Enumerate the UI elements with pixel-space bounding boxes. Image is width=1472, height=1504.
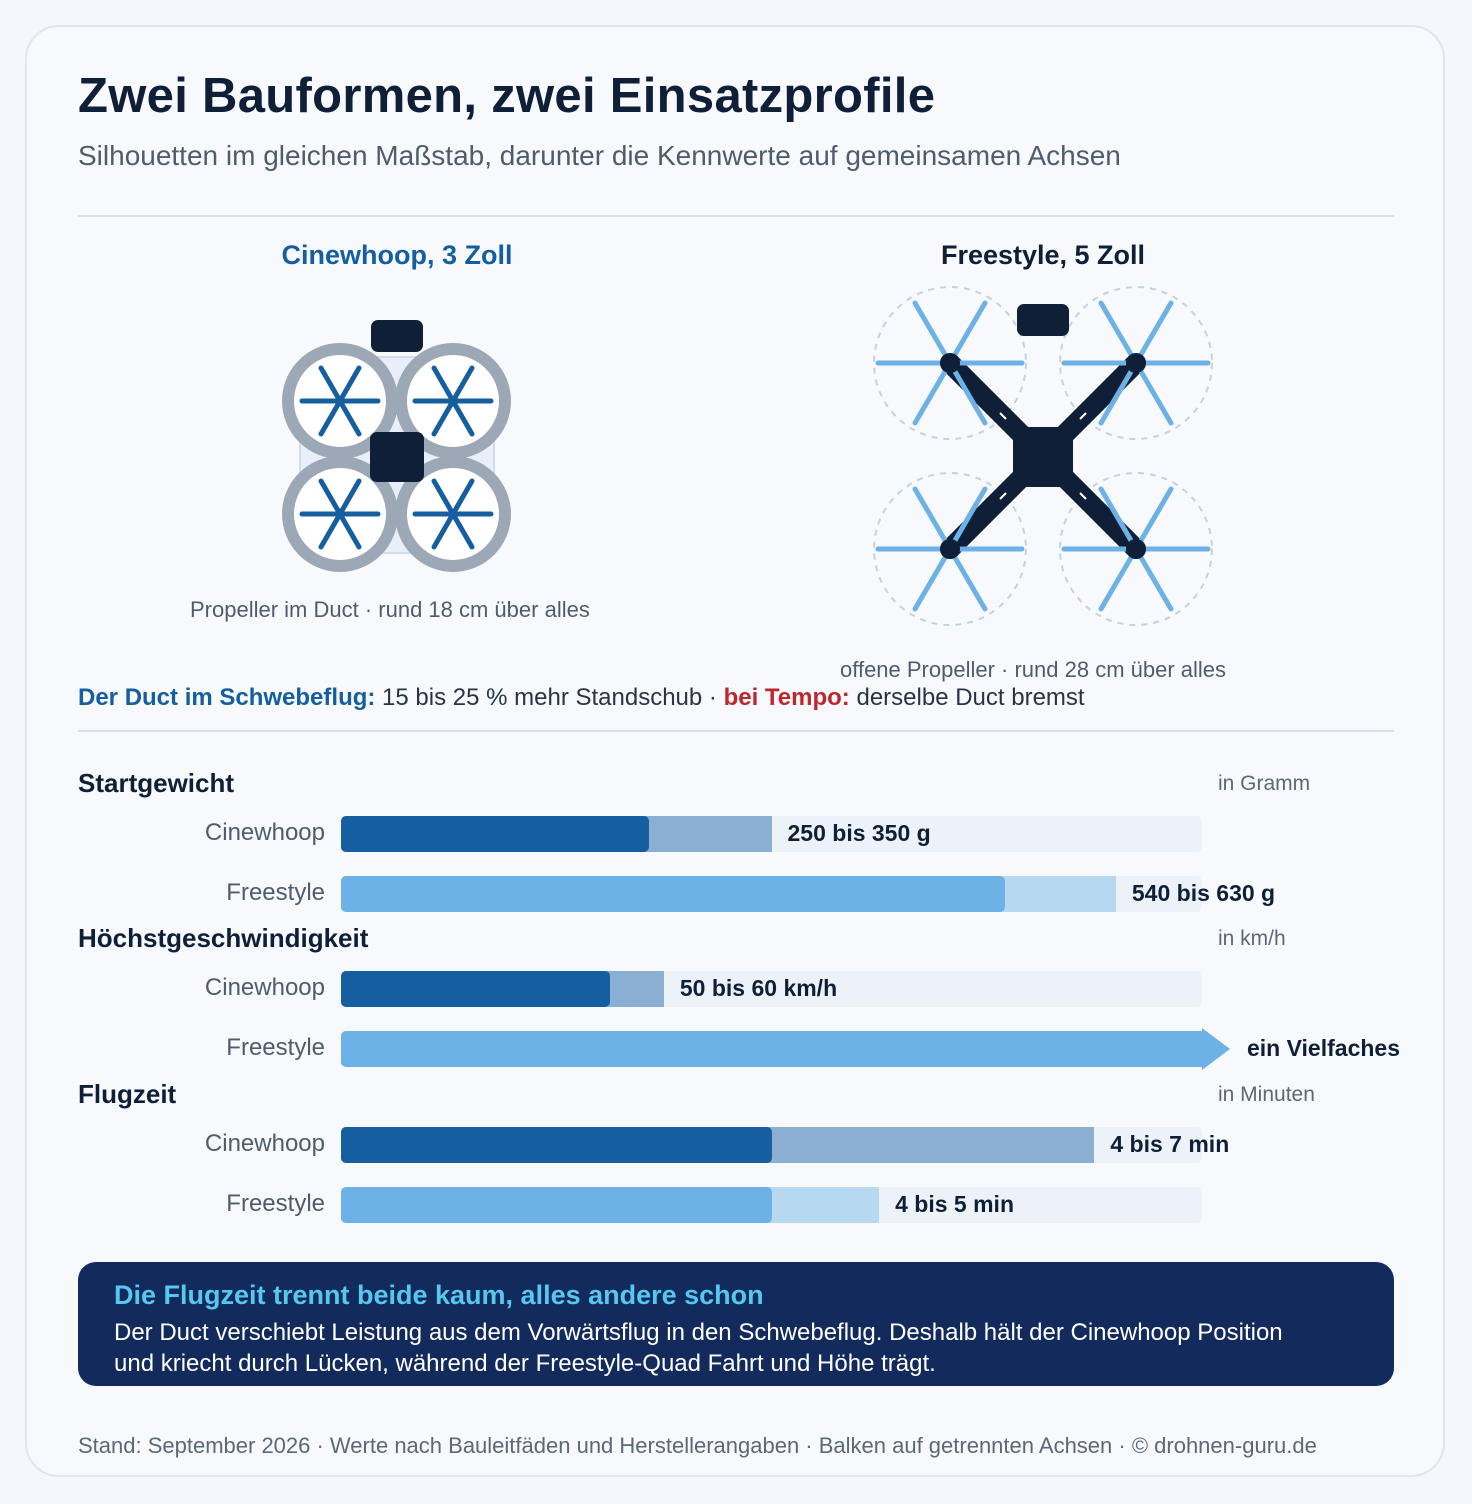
startgewicht-freestyle-value: 540 bis 630 g <box>1131 880 1276 906</box>
callout-title: Die Flugzeit trennt beide kaum, alles andere schon <box>114 1280 764 1310</box>
flugzeit-title: Flugzeit <box>78 1079 177 1109</box>
freestyle-label: Freestyle, 5 Zoll <box>940 240 1146 270</box>
duct-note-text-hover: 15 bis 25 % mehr Standschub · <box>382 684 717 711</box>
startgewicht-cinewhoop-value: 250 bis 350 g <box>787 820 931 846</box>
startgewicht-freestyle-min-bar <box>341 876 1005 912</box>
hoechstgeschwindigkeit-unit: in km/h <box>1218 927 1286 950</box>
startgewicht-cinewhoop-min-bar <box>341 816 649 852</box>
divider-middle <box>78 730 1394 732</box>
divider-top <box>78 215 1394 217</box>
duct-note <box>78 684 1085 712</box>
footer-source: Stand: September 2026 · Werte nach Bauleitfäden und Herstellerangaben · Balken auf getrennten Achsen · © drohnen-guru.de <box>78 1433 1317 1458</box>
hoechstgeschwindigkeit-freestyle-arrow-icon <box>1202 1028 1230 1070</box>
hoechstgeschwindigkeit-freestyle-bar <box>341 1031 1202 1067</box>
infographic-card <box>25 25 1445 1477</box>
flugzeit-freestyle-min-bar <box>341 1187 772 1223</box>
freestyle-caption: offene Propeller · rund 28 cm über alles <box>840 657 1227 682</box>
flugzeit-cinewhoop-value: 4 bis 7 min <box>1110 1131 1230 1157</box>
hoechstgeschwindigkeit-cinewhoop-min-bar <box>341 971 610 1007</box>
hoechstgeschwindigkeit-title: Höchstgeschwindigkeit <box>78 923 369 953</box>
duct-note-text-speed: derselbe Duct bremst <box>856 684 1085 711</box>
startgewicht-title: Startgewicht <box>78 768 235 798</box>
duct-note-key-hover: Der Duct im Schwebeflug: <box>78 684 376 711</box>
cinewhoop-silhouette-icon <box>270 310 530 585</box>
callout-text: Der Duct verschiebt Leistung aus dem Vorwärtsflug in den Schwebeflug. Deshalb hält der Cinewhoop Position und kriecht durch Lücken, während der Freestyle-Quad Fahrt und Höhe trägt. <box>114 1319 1283 1377</box>
flugzeit-cinewhoop-min-bar <box>341 1127 772 1163</box>
cinewhoop-label: Cinewhoop, 3 Zoll <box>281 240 513 270</box>
startgewicht-cinewhoop-row-label: Cinewhoop <box>204 819 325 846</box>
freestyle-silhouette-icon <box>860 280 1230 640</box>
hoechstgeschwindigkeit-cinewhoop-value: 50 bis 60 km/h <box>679 975 838 1001</box>
flugzeit-freestyle-value: 4 bis 5 min <box>895 1191 1014 1217</box>
startgewicht-unit: in Gramm <box>1218 772 1311 795</box>
flugzeit-unit: in Minuten <box>1218 1083 1315 1106</box>
cinewhoop-caption: Propeller im Duct · rund 18 cm über alles <box>190 597 590 622</box>
flugzeit-cinewhoop-row-label: Cinewhoop <box>204 1130 325 1157</box>
conclusion-callout <box>78 1262 1394 1386</box>
flugzeit-freestyle-row-label: Freestyle <box>226 1190 325 1217</box>
page-subtitle: Silhouetten im gleichen Maßstab, darunter die Kennwerte auf gemeinsamen Achsen <box>78 140 1121 171</box>
page-title: Zwei Bauformen, zwei Einsatzprofile <box>78 69 936 123</box>
hoechstgeschwindigkeit-cinewhoop-row-label: Cinewhoop <box>204 974 325 1001</box>
hoechstgeschwindigkeit-freestyle-row-label: Freestyle <box>226 1034 325 1061</box>
hoechstgeschwindigkeit-freestyle-value: ein Vielfaches <box>1247 1035 1400 1061</box>
duct-note-key-speed: bei Tempo: <box>723 684 850 711</box>
startgewicht-freestyle-row-label: Freestyle <box>226 879 325 906</box>
